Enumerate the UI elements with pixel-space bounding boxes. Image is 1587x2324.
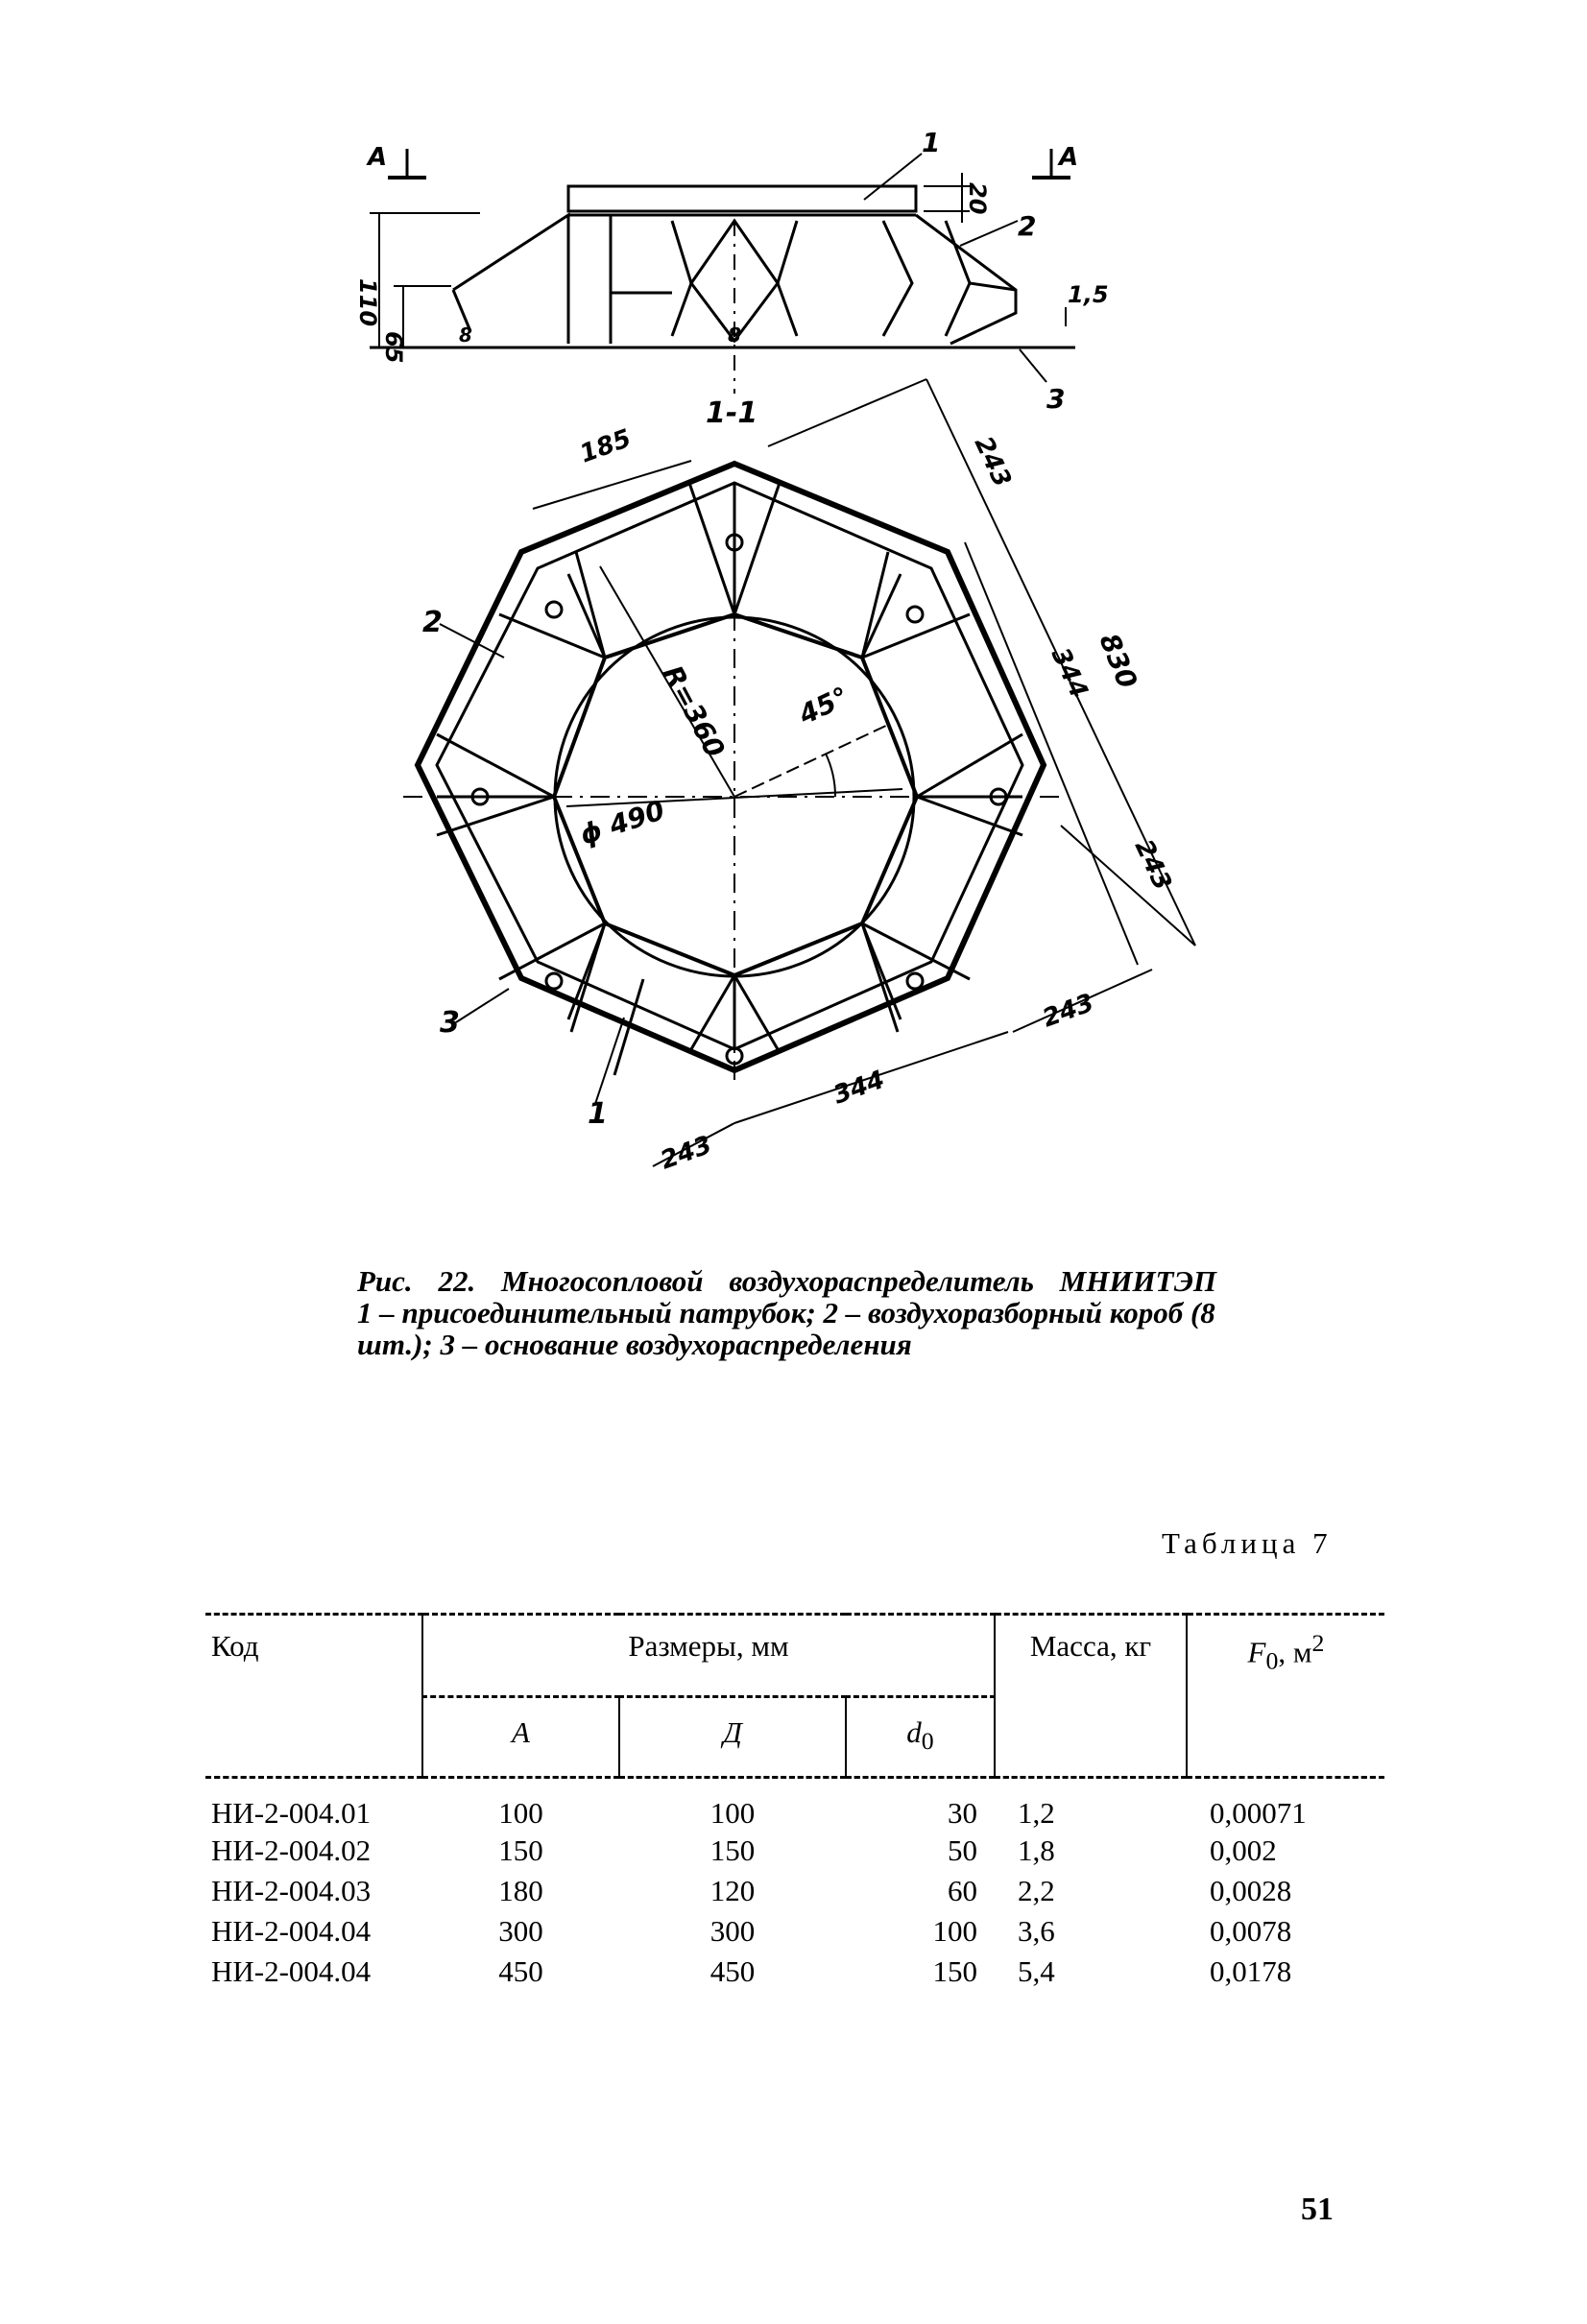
cell-code: НИ-2-004.04 <box>211 1953 372 1988</box>
dim-185: 185 <box>576 423 636 469</box>
cell-f0: 0,0178 <box>1210 1953 1292 1988</box>
caption-legend: 1 – присоединительный патрубок; 2 – воздухоразборный короб (8 шт.); 3 – основание воздухораспределения <box>357 1296 1215 1361</box>
table-row <box>205 1831 1384 1871</box>
header-sizes: Размеры, мм <box>422 1615 995 1697</box>
header-code: Код <box>205 1615 422 1776</box>
dim-angle: 45° <box>794 681 854 731</box>
header-d-big-text: Д <box>723 1715 742 1749</box>
cell-f0: 0,002 <box>1210 1833 1277 1867</box>
table-row <box>205 1777 1384 1831</box>
callout-2-elevation: 2 <box>1018 210 1037 242</box>
header-d0 <box>846 1697 995 1776</box>
dim-830: 830 <box>1093 629 1144 693</box>
table-row <box>205 1911 1384 1952</box>
cell-mass: 1,2 <box>1018 1795 1055 1830</box>
figure-caption <box>357 1265 1216 1360</box>
dim-65: 65 <box>380 331 407 364</box>
dim-diameter: ϕ 490 <box>575 794 669 851</box>
caption-title: Рис. 22. Многосопловой воздухораспределитель МНИИТЭП <box>357 1264 1216 1298</box>
cell-d: 300 <box>709 1913 756 1948</box>
table-label: Таблица 7 <box>1162 1526 1333 1560</box>
header-area-unit: , м <box>1278 1635 1312 1669</box>
cell-f0: 0,0078 <box>1210 1913 1292 1948</box>
cell-d0: 50 <box>948 1833 977 1867</box>
header-mass: Масса, кг <box>995 1615 1187 1776</box>
cell-code: НИ-2-004.04 <box>211 1913 372 1948</box>
dim-20: 20 <box>964 182 991 215</box>
dim-344-right: 344 <box>1045 643 1094 704</box>
cell-a: 180 <box>498 1873 543 1907</box>
cell-code: НИ-2-004.03 <box>211 1873 372 1907</box>
header-area-symbol: F <box>1247 1635 1266 1669</box>
cell-d0: 100 <box>932 1913 977 1948</box>
right-shoulder <box>916 215 1016 344</box>
cell-f0: 0,00071 <box>1210 1795 1307 1830</box>
header-area-sub: 0 <box>1265 1646 1279 1675</box>
dim-110: 110 <box>354 278 381 327</box>
cell-d0: 150 <box>932 1953 977 1988</box>
table-body <box>205 1777 1384 1992</box>
callout-2-plan: 2 <box>422 606 443 639</box>
cell-d: 120 <box>709 1873 756 1907</box>
table-row <box>205 1952 1384 1992</box>
cell-mass: 5,4 <box>1018 1953 1055 1988</box>
dim-243-bottom-left: 243 <box>657 1130 716 1176</box>
nozzle-left <box>672 221 691 336</box>
section-label: 1-1 <box>706 396 758 430</box>
section-marker-right: A <box>1059 143 1079 172</box>
page-number: 51 <box>1301 2192 1334 2227</box>
dim-243-right: 243 <box>1128 835 1177 896</box>
header-d0-sub: 0 <box>921 1727 934 1756</box>
box-fold-a <box>883 221 912 336</box>
header-d-big <box>619 1697 846 1776</box>
cell-f0: 0,0028 <box>1210 1873 1292 1907</box>
sizes-table <box>205 1613 1384 1992</box>
cell-code: НИ-2-004.01 <box>211 1795 372 1830</box>
dim-1-5: 1,5 <box>1068 281 1109 308</box>
cell-a: 300 <box>498 1913 543 1948</box>
cell-mass: 1,8 <box>1018 1833 1055 1867</box>
cell-a: 450 <box>498 1953 543 1988</box>
header-area <box>1187 1615 1384 1776</box>
cell-mass: 2,2 <box>1018 1873 1055 1907</box>
callout-3-elevation: 3 <box>1046 383 1066 415</box>
cell-d: 450 <box>709 1953 756 1988</box>
cell-d: 100 <box>709 1795 756 1830</box>
cell-a: 150 <box>498 1833 543 1867</box>
callout-1-plan: 1 <box>588 1097 608 1131</box>
header-d0-symbol: d <box>906 1715 922 1749</box>
cell-d0: 30 <box>948 1795 977 1830</box>
cell-a: 100 <box>498 1795 543 1830</box>
cell-mass: 3,6 <box>1018 1913 1055 1948</box>
callout-1-elevation: 1 <box>922 127 941 158</box>
dim-243-top: 243 <box>968 432 1017 492</box>
section-marker-left: A <box>368 143 388 172</box>
callout-3-plan: 3 <box>440 1006 460 1040</box>
header-a-text: А <box>512 1715 530 1749</box>
dim-radius: R=360 <box>656 659 732 763</box>
weld-mark-center: 8 <box>728 323 741 347</box>
dim-344-bottom: 344 <box>830 1065 889 1111</box>
weld-mark-left: 8 <box>459 323 472 347</box>
table-row <box>205 1871 1384 1911</box>
cell-code: НИ-2-004.02 <box>211 1833 372 1867</box>
dim-243-bottom-right: 243 <box>1039 988 1098 1034</box>
cell-d0: 60 <box>948 1873 977 1907</box>
nozzle-right <box>778 221 797 336</box>
cell-d: 150 <box>709 1833 756 1867</box>
header-area-sup: 2 <box>1311 1629 1325 1657</box>
box-fold-b <box>946 221 970 336</box>
header-a <box>422 1697 619 1776</box>
